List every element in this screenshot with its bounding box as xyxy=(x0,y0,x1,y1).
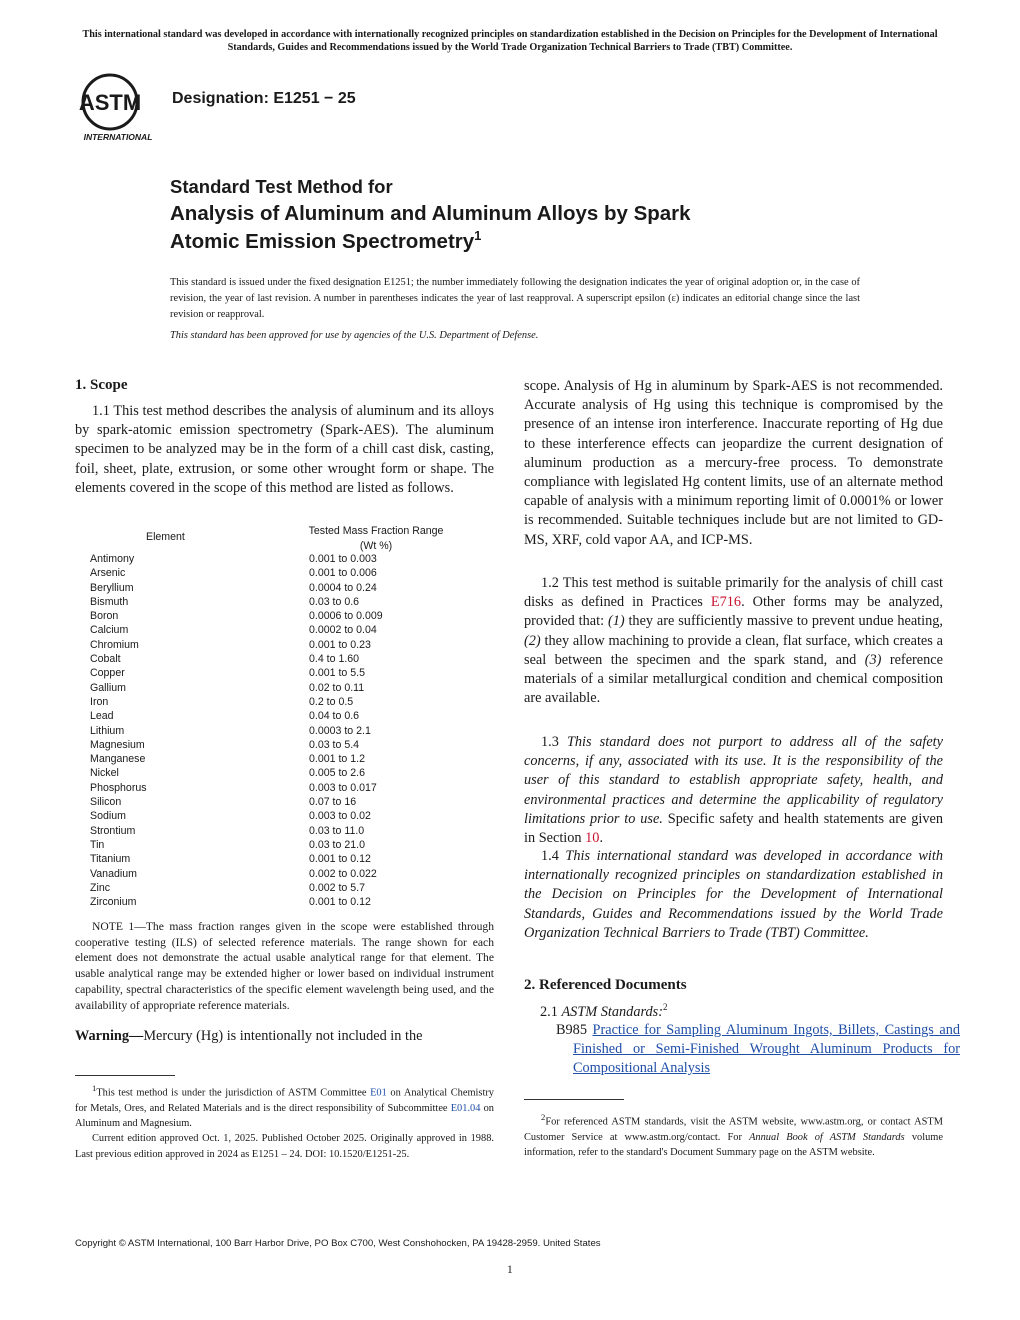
paragraph-1-1: 1.1 This test method describes the analysis of aluminum and its alloys by spark-atomic emission spectrometry (Spark-AES). The aluminum specimen to be analyzed may be in the form of a chill cast disk, casting, foil, sheet, plate, extrusion, or some other wrought form or shape. The elements covered in the scope of this method are listed as follows. xyxy=(75,403,494,496)
mass-fraction-range: 0.002 to 0.022 xyxy=(309,867,377,880)
link-section-10[interactable]: 10 xyxy=(585,830,600,847)
paragraph-2-1 xyxy=(540,1002,668,1021)
mass-fraction-range: 0.03 to 0.6 xyxy=(309,595,360,608)
element-name: Cobalt xyxy=(90,653,121,666)
element-name: Calcium xyxy=(90,624,129,637)
p13-italic: This standard does not purport to address all of the safety concerns, if any, associated with its use. It is the responsibility of the user of this standard to establish appropriate safety, health, and environmental practices and determine the applicability of regulatory limitations prior to use. xyxy=(524,734,943,827)
mass-fraction-range: 0.002 to 5.7 xyxy=(309,881,365,894)
mass-fraction-range: 0.02 to 0.11 xyxy=(309,681,365,694)
element-name: Boron xyxy=(90,610,119,623)
mass-fraction-range: 0.001 to 0.23 xyxy=(309,638,371,651)
logo-text: ASTM xyxy=(78,90,142,115)
p12-i3: (3) xyxy=(864,651,882,668)
section-1-heading: 1. Scope xyxy=(75,377,128,393)
mass-fraction-range: 0.03 to 11.0 xyxy=(309,824,365,837)
p12-i2: (2) xyxy=(524,632,541,649)
element-name: Copper xyxy=(90,667,125,680)
footnote-2-text-a: For referenced ASTM standards, visit the ASTM website, www.astm.org, or contact ASTM Customer Service at www.astm.org/contact. For xyxy=(524,1116,943,1143)
mass-fraction-range: 0.0002 to 0.04 xyxy=(309,624,377,637)
element-name: Lead xyxy=(90,710,114,723)
p14-italic: This international standard was developed in accordance with internationally recognized principles on standardization established in the Decision on Principles for the Development of International Standards, Guides and Recommendations issued by the World Trade Organization Technical Barriers to Trade (TBT) Committee. xyxy=(524,848,943,941)
element-name: Tin xyxy=(90,838,105,851)
footnote-1-mark: 1 xyxy=(92,1083,97,1093)
mass-fraction-range: 0.2 to 0.5 xyxy=(309,695,354,708)
footnote-divider-right xyxy=(524,1099,624,1100)
footnote-2-mark: 2 xyxy=(541,1112,546,1122)
link-e01[interactable]: E01 xyxy=(370,1087,387,1099)
title-line-1: Standard Test Method for xyxy=(170,176,393,197)
element-name: Silicon xyxy=(90,796,122,809)
mass-fraction-range: 0.003 to 0.017 xyxy=(309,781,377,794)
mass-fraction-range: 0.001 to 0.12 xyxy=(309,853,371,866)
element-name: Bismuth xyxy=(90,595,129,608)
title-line-2: Analysis of Aluminum and Aluminum Alloys by Spark xyxy=(170,202,691,225)
element-name: Gallium xyxy=(90,681,126,694)
p13-num: 1.3 xyxy=(541,734,567,750)
mass-fraction-range: 0.0006 to 0.009 xyxy=(309,610,383,623)
warning-paragraph xyxy=(75,1027,494,1046)
copyright: Copyright © ASTM International, 100 Barr Harbor Drive, PO Box C700, West Conshohocken, PA 19428-2959. United States xyxy=(75,1238,601,1249)
p13-plain: Specific safety and health statements are given in Section xyxy=(524,810,943,847)
element-name: Zirconium xyxy=(90,896,137,909)
footnote-1-edition: Current edition approved Oct. 1, 2025. Published October 2025. Originally approved in 1988. Last previous edition approved in 2024 as E1251 – 24. DOI: 10.1520/E1251-25. xyxy=(75,1133,494,1160)
paragraph-1-4 xyxy=(524,847,943,943)
element-name: Titanium xyxy=(90,853,131,866)
element-name: Chromium xyxy=(90,638,139,651)
p13-end: . xyxy=(599,830,604,847)
title-line-3-text: Atomic Emission Spectrometry xyxy=(170,229,475,253)
table-header-range: Tested Mass Fraction Range (Wt %) xyxy=(308,525,444,552)
mass-fraction-range: 0.04 to 0.6 xyxy=(309,710,360,723)
element-name: Vanadium xyxy=(90,867,137,880)
paragraph-1-2 xyxy=(524,574,943,708)
link-e01-04[interactable]: E01.04 xyxy=(450,1102,481,1114)
p12-a: 1.2 This test method is suitable primarily for the analysis of chill cast disks as defined in Practices xyxy=(524,575,943,611)
paragraph-1-3 xyxy=(524,733,943,848)
title-line-3 xyxy=(170,228,481,254)
element-name: Phosphorus xyxy=(90,781,147,794)
element-name: Manganese xyxy=(90,753,146,766)
p21-footnote-mark[interactable]: 2 xyxy=(663,1002,668,1012)
mass-fraction-range: 0.001 to 0.003 xyxy=(309,553,377,565)
issued-statement: This standard is issued under the fixed designation E1251; the number immediately following the designation indicates the year of original adoption or, in the case of revision, the year of last revision. A number in parentheses indicates the year of last reapproval. A superscript epsilon (ε) indicates an editorial change since the last revision or reapproval. xyxy=(170,277,860,320)
element-name: Antimony xyxy=(90,553,135,565)
mass-fraction-range: 0.03 to 5.4 xyxy=(309,738,360,751)
element-name: Zinc xyxy=(90,881,111,894)
astm-logo-icon xyxy=(72,72,164,144)
footnote-1 xyxy=(75,1081,494,1162)
footnote-1-text-a: This test method is under the jurisdiction of ASTM Committee xyxy=(96,1087,371,1099)
footnote-1-text-c: on Aluminum and Magnesium. xyxy=(75,1102,494,1130)
footnote-2-italic: Annual Book of ASTM Standards xyxy=(749,1131,905,1143)
mass-fraction-range: 0.001 to 0.006 xyxy=(309,567,377,580)
page-number: 1 xyxy=(507,1264,513,1276)
footnote-1-text-b: on Analytical Chemistry for Metals, Ores, and Related Materials and is the direct responsibility of Subcommittee xyxy=(75,1087,494,1114)
link-e716[interactable]: E716 xyxy=(710,594,742,611)
logo-subtext: INTERNATIONAL xyxy=(83,132,153,142)
mass-fraction-range: 0.003 to 0.02 xyxy=(309,810,371,823)
p14-num: 1.4 xyxy=(541,848,566,864)
warning-label: Warning— xyxy=(75,1028,144,1044)
mass-fraction-range: 0.4 to 1.60 xyxy=(309,653,360,666)
element-name: Iron xyxy=(90,695,109,708)
footnote-2 xyxy=(524,1110,943,1160)
element-name: Magnesium xyxy=(90,738,145,751)
designation: Designation: E1251 − 25 xyxy=(172,90,356,107)
title-footnote-mark[interactable]: 1 xyxy=(474,228,482,243)
element-name: Sodium xyxy=(90,810,126,823)
element-name: Arsenic xyxy=(90,567,126,580)
table-header-element: Element xyxy=(146,531,185,543)
footnote-divider xyxy=(75,1075,175,1076)
dod-approval: This standard has been approved for use by agencies of the U.S. Department of Defense. xyxy=(170,330,539,341)
p12-i1: (1) xyxy=(607,613,625,630)
note-1: NOTE 1—The mass fraction ranges given in the scope were established through cooperative testing (ILS) of selected reference materials. The range shown for each element does not demonstrate the actual usable analytical range for that element. The usable analytical range may be extended higher or lower based on individual instrument capability, spectral characteristics of the specific element wavelength being used, and the availability of appropriate reference materials. xyxy=(75,920,494,1012)
ref-b985 xyxy=(541,1021,960,1079)
element-name: Strontium xyxy=(90,824,136,837)
element-name: Lithium xyxy=(90,724,125,737)
section-2-heading: 2. Referenced Documents xyxy=(524,977,687,993)
warning-text: Mercury (Hg) is intentionally not included in the xyxy=(143,1028,423,1044)
mass-fraction-range: 0.07 to 16 xyxy=(309,796,357,809)
astm-logo xyxy=(72,72,164,144)
mass-fraction-range: 0.001 to 5.5 xyxy=(309,667,365,680)
footnote-2-text-b: volume information, refer to the standard's Document Summary page on the ASTM website. xyxy=(524,1131,943,1159)
p21-num: 2.1 xyxy=(540,1003,562,1020)
mass-fraction-range: 0.0003 to 2.1 xyxy=(309,724,371,737)
mass-fraction-range: 0.001 to 0.12 xyxy=(309,896,371,909)
mass-fraction-range: 0.03 to 21.0 xyxy=(309,838,365,851)
warning-continuation: scope. Analysis of Hg in aluminum by Spark-AES is not recommended. Accurate analysis of Hg using this technique is compromised by the presence of an intense iron interference. Inaccurate reporting of Hg due to these interference effects can jeopardize the current designation of aluminum production as a mercury-free process. To demonstrate compliance with legislated Hg content limits, use of an alternate method capable of analysis with a minimum reporting limit of 0.0001% or lower is recommended. Suitable techniques include but are not limited to GD-MS, XRF, cold vapor AA, and ICP-MS. xyxy=(524,378,943,548)
p12-c: they are sufficiently massive to prevent undue heating, xyxy=(624,613,943,630)
link-b985[interactable]: Practice for Sampling Aluminum Ingots, Billets, Castings and Finished or Semi-Finished Wrought Aluminum Products for Compositional Analysis xyxy=(573,1022,960,1077)
mass-fraction-range: 0.001 to 1.2 xyxy=(309,753,365,766)
b985-code: B985 xyxy=(556,1022,593,1038)
p12-b: . Other forms may be analyzed, provided that: xyxy=(524,594,943,630)
p21-italic: ASTM Standards: xyxy=(561,1003,663,1020)
p12-d: they allow machining to provide a clean, flat surface, which creates a seal between the specimen and the spark stand, and xyxy=(524,632,943,668)
mass-fraction-range: 0.0004 to 0.24 xyxy=(309,581,377,594)
p12-e: reference materials of a similar metallurgical condition and chemical composition are available. xyxy=(524,651,943,707)
top-notice: This international standard was developed in accordance with internationally recognized principles on standardization established in the Decision on Principles for the Development of International Standards, Guides and Recommendations issued by the World Trade Organization Technical Barriers to Trade (TBT) Committee. xyxy=(82,29,938,53)
element-name: Beryllium xyxy=(90,581,134,594)
mass-fraction-range: 0.005 to 2.6 xyxy=(309,767,365,780)
element-name: Nickel xyxy=(90,767,119,780)
